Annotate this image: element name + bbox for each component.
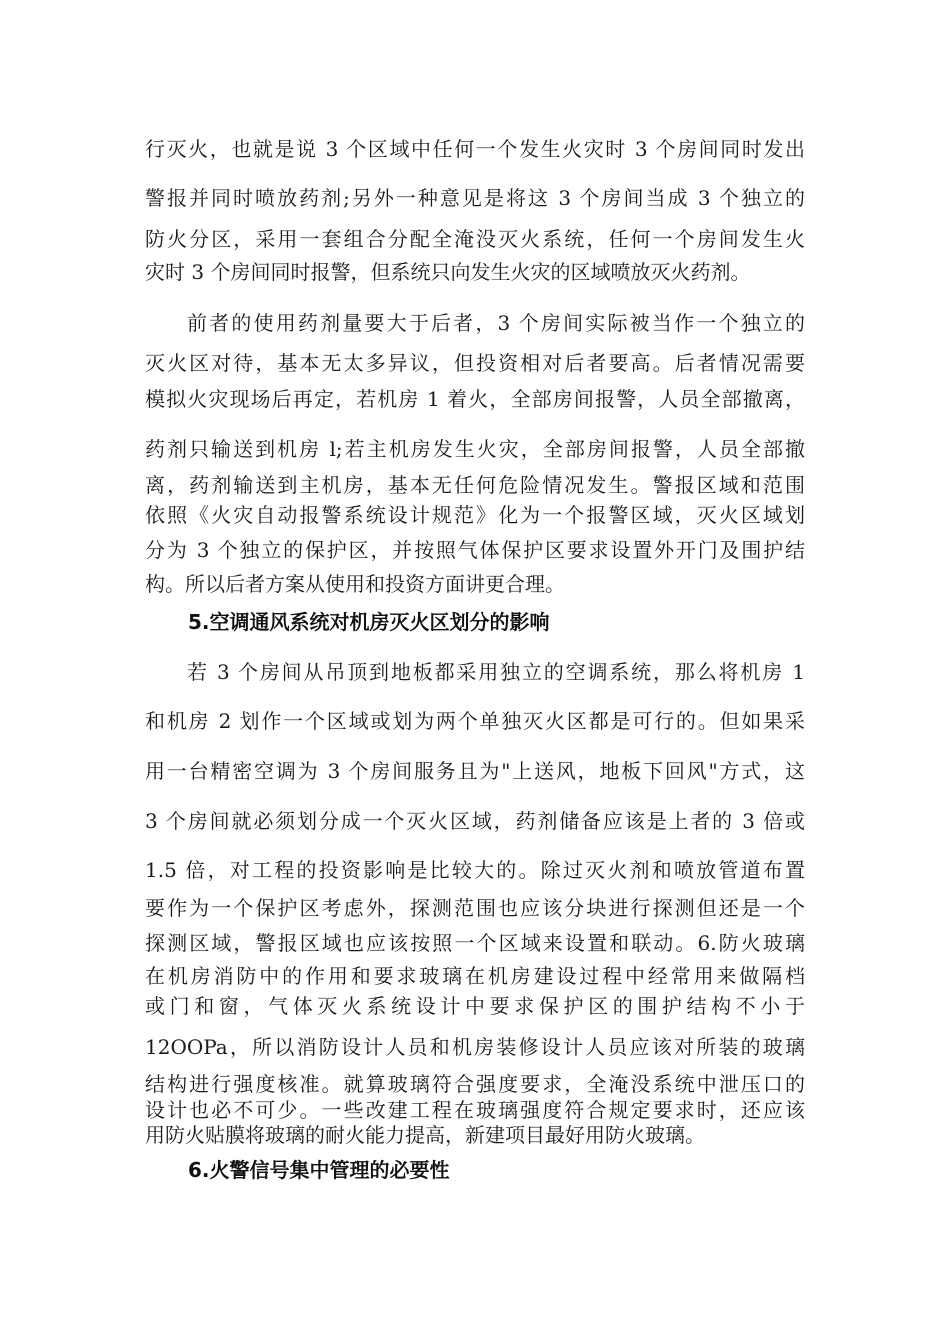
text-line: 灾时 3 个房间同时报警，但系统只向发生火灾的区域喷放灭火药剂。 <box>145 260 751 284</box>
text-line: 在机房消防中的作用和要求玻璃在机房建设过程中经常用来做隔档 <box>145 964 805 988</box>
section-heading: 6.火警信号集中管理的必要性 <box>188 1158 450 1182</box>
text-line: 警报并同时喷放药剂;另外一种意见是将这 3 个房间当成 3 个独立的 <box>145 186 805 210</box>
text-line: 设计也必不可少。一些改建工程在玻璃强度符合规定要求时，还应该 <box>145 1098 805 1122</box>
text-line: 和机房 2 划作一个区域或划为两个单独灭火区都是可行的。但如果采 <box>145 709 805 733</box>
text-line: 前者的使用药剂量要大于后者，3 个房间实际被当作一个独立的 <box>187 311 805 335</box>
section-heading: 5.空调通风系统对机房灭火区划分的影响 <box>188 610 550 634</box>
text-line: 用一台精密空调为 3 个房间服务且为"上送风，地板下回风"方式，这 <box>145 759 805 783</box>
text-line: 用防火贴膜将玻璃的耐火能力提高，新建项目最好用防火玻璃。 <box>145 1123 705 1147</box>
text-line: 灭火区对待，基本无太多异议，但投资相对后者要高。后者情况需要 <box>145 351 805 375</box>
text-line: 结构进行强度核准。就算玻璃符合强度要求，全淹没系统中泄压口的 <box>145 1072 805 1096</box>
text-line: 药剂只输送到机房 l;若主机房发生火灾，全部房间报警，人员全部撤 <box>145 437 805 461</box>
text-line: 或门和窗，气体灭火系统设计中要求保护区的围护结构不小于 <box>145 994 805 1018</box>
text-line: 行灭火，也就是说 3 个区域中任何一个发生火灾时 3 个房间同时发出 <box>145 137 805 161</box>
text-line: 3 个房间就必须划分成一个灭火区域，药剂储备应该是上者的 3 倍或 <box>145 809 805 833</box>
text-line: 1.5 倍，对工程的投资影响是比较大的。除过灭火剂和喷放管道布置 <box>145 858 805 882</box>
text-line: 依照《火灾自动报警系统设计规范》化为一个报警区域，灭火区域划 <box>145 503 805 527</box>
text-line: 若 3 个房间从吊顶到地板都采用独立的空调系统，那么将机房 1 <box>187 660 805 684</box>
text-line: 12OOPa，所以消防设计人员和机房装修设计人员应该对所装的玻璃 <box>145 1035 805 1059</box>
text-line: 要作为一个保护区考虑外，探测范围也应该分块进行探测但还是一个 <box>145 896 805 920</box>
text-line: 构。所以后者方案从使用和投资方面讲更合理。 <box>145 572 565 596</box>
text-line: 探测区域，警报区域也应该按照一个区域来设置和联动。6.防火玻璃 <box>145 931 805 955</box>
text-line: 防火分区，采用一套组合分配全淹没灭火系统，任何一个房间发生火 <box>145 227 805 251</box>
text-line: 分为 3 个独立的保护区，并按照气体保护区要求设置外开门及围护结 <box>145 538 805 562</box>
text-line: 模拟火灾现场后再定，若机房 1 着火，全部房间报警，人员全部撤离， <box>145 387 805 411</box>
text-line: 离，药剂输送到主机房，基本无任何危险情况发生。警报区域和范围 <box>145 473 805 497</box>
